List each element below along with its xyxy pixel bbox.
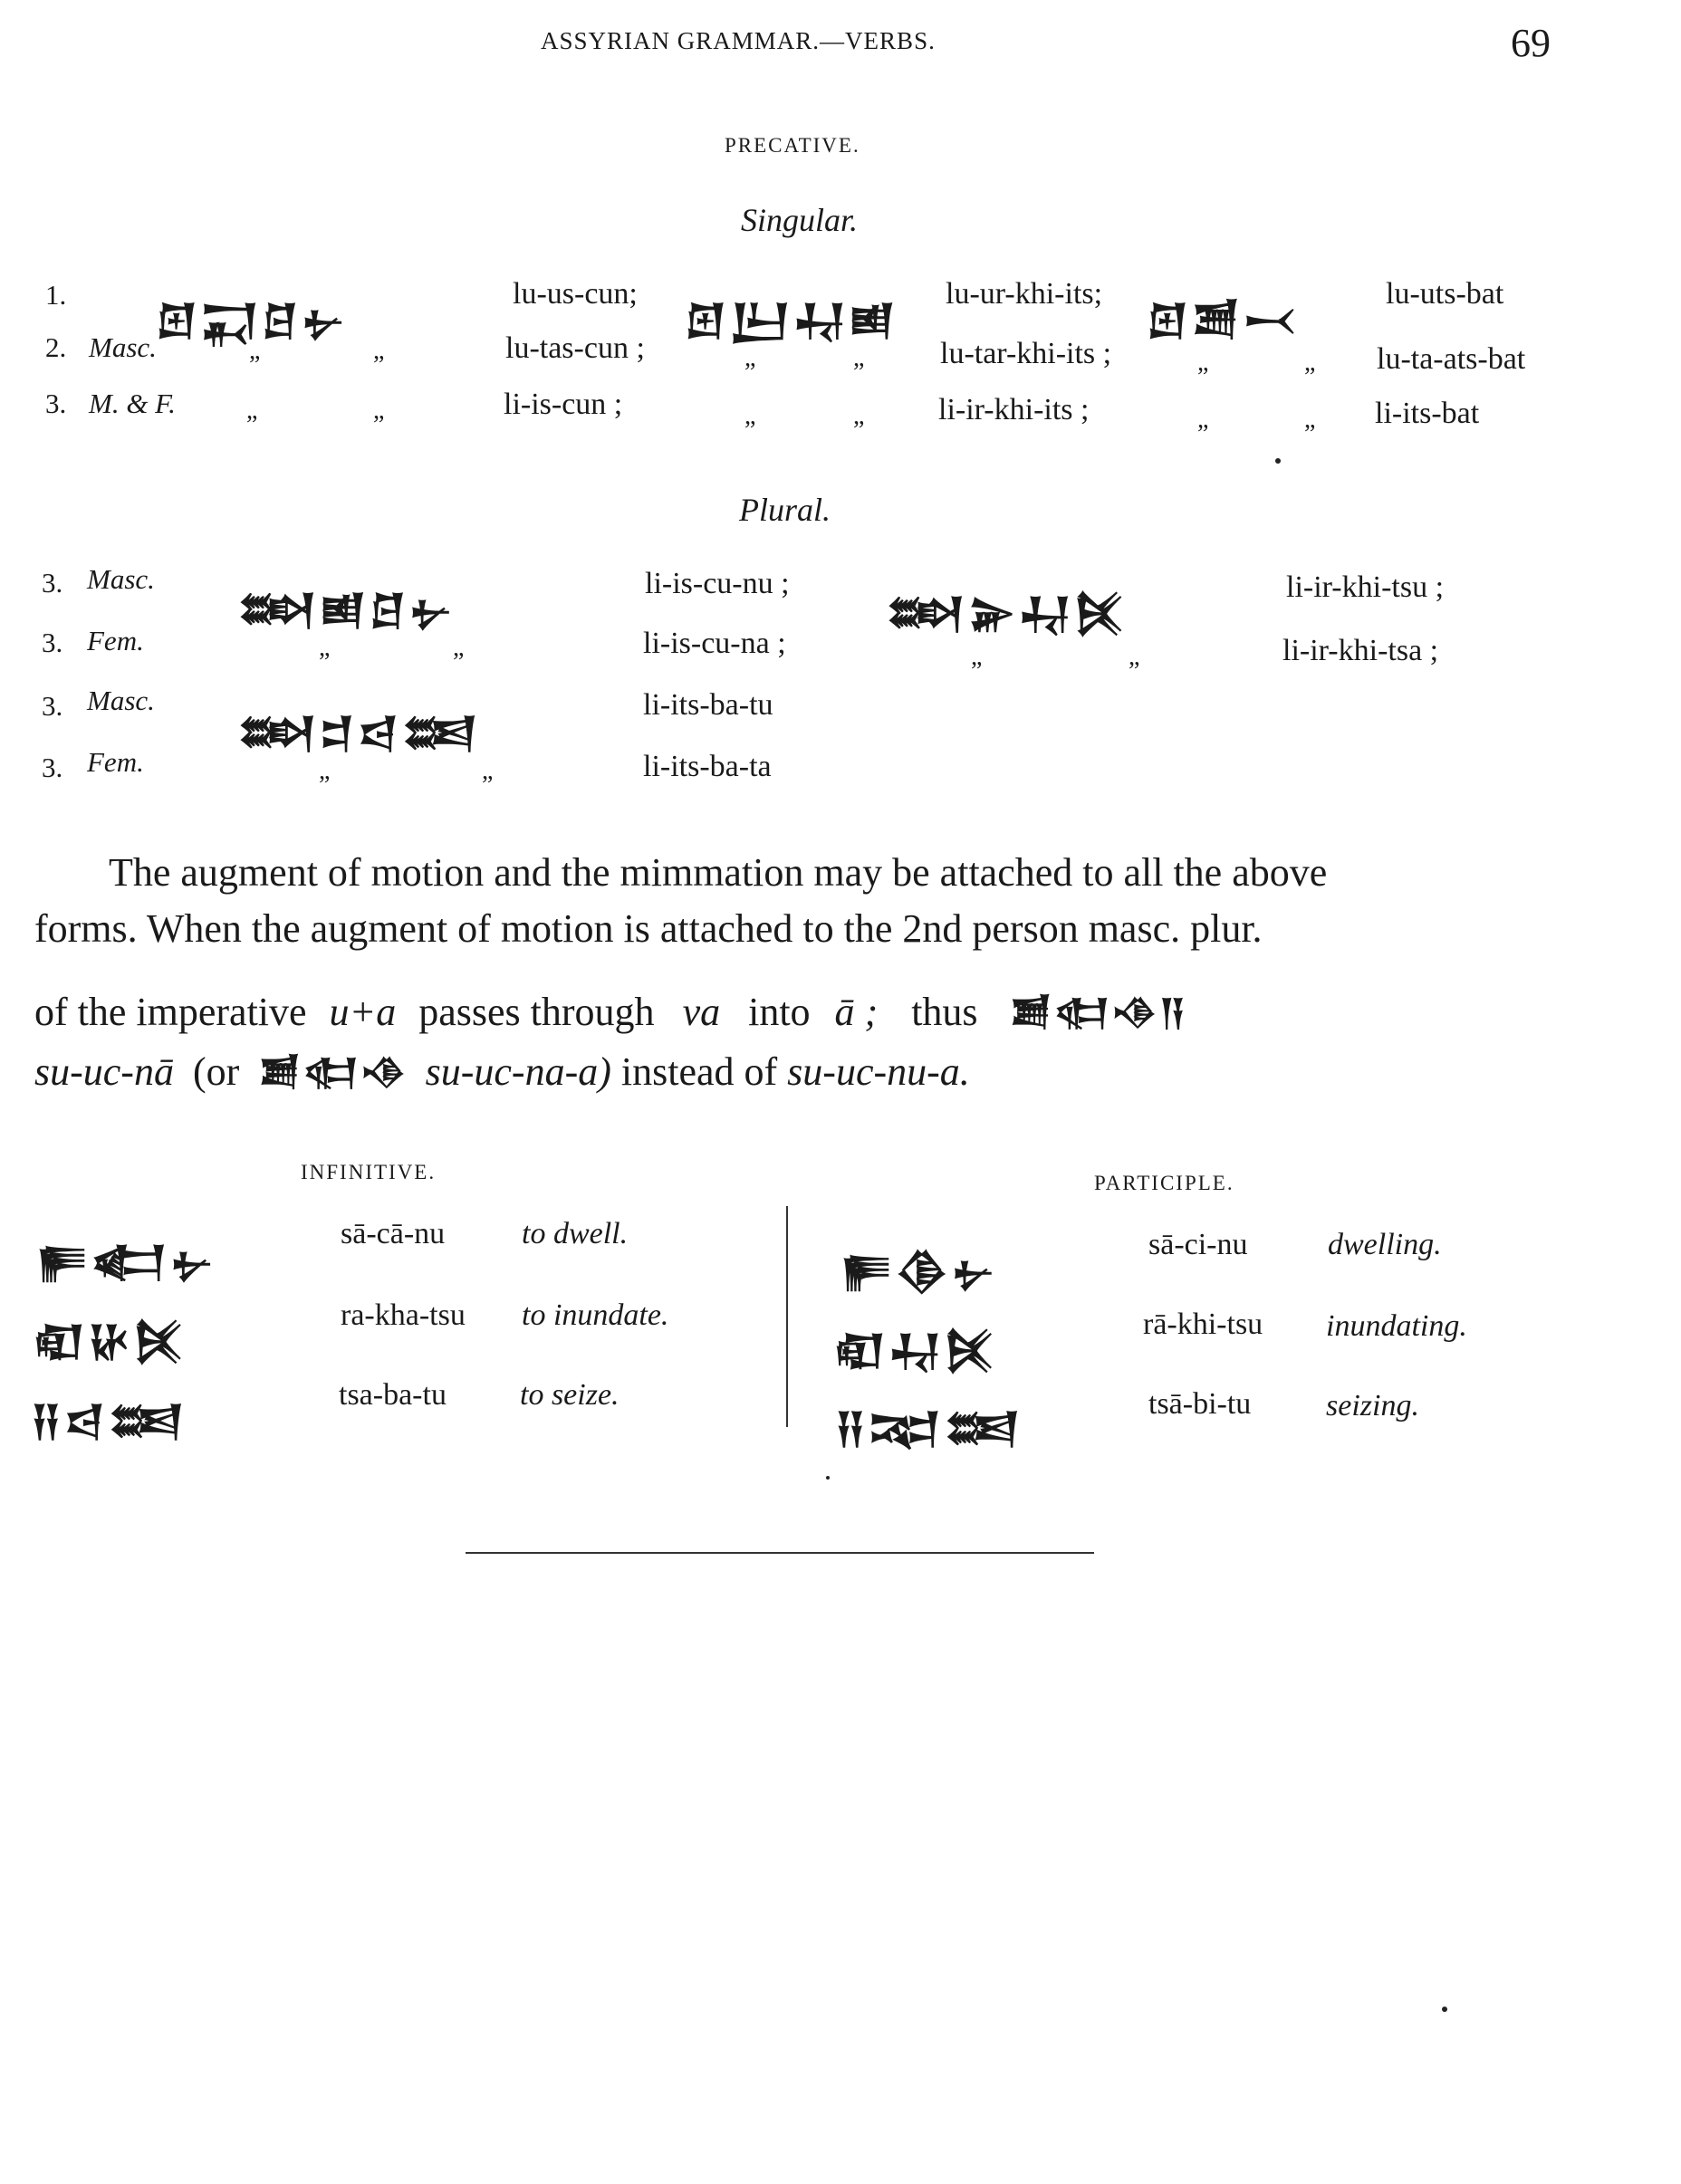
formula: u+a [329, 990, 397, 1034]
row-person: 3. [42, 690, 63, 722]
participle-translit: sā-ci-nu [1148, 1228, 1248, 1261]
paragraph-line-2: forms. When the augment of motion is attached to the 2nd person masc. plur. [34, 906, 1263, 951]
cuneiform-sign-group: 𒋢𒊕𒈾𒀀 [1009, 992, 1187, 1034]
translit-cell: li-is-cu-na ; [643, 627, 786, 660]
term-abar: ā ; [834, 990, 879, 1034]
singular-heading: Singular. [741, 202, 859, 238]
cuneiform-sign-group: 𒋢𒊕𒈾 [258, 1052, 408, 1094]
ditto-mark: „ [1197, 349, 1209, 377]
row-gender: Masc. [89, 331, 157, 363]
translit-cell: li-is-cun ; [504, 388, 623, 421]
section-rule [466, 1552, 1094, 1554]
cuneiform-sign-group: 𒇻𒍑𒆪𒉡 [156, 295, 348, 344]
infinitive-meaning: to dwell. [522, 1217, 629, 1250]
row-gender: Fem. [87, 625, 144, 656]
paragraph-text: thus [911, 990, 978, 1034]
cuneiform-sign-group: 𒇷𒅖𒆪𒉡 [237, 585, 456, 634]
ditto-mark: „ [373, 337, 385, 365]
speck [1442, 2007, 1447, 2012]
translit-cell: lu-tar-khi-its ; [940, 337, 1112, 370]
row-person: 3. [42, 627, 63, 658]
ditto-mark: „ [249, 337, 261, 365]
row-gender: Fem. [87, 746, 144, 778]
row-gender: M. & F. [89, 388, 176, 419]
paragraph-line-1: The augment of motion and the mimmation may be attached to all the above [109, 850, 1328, 895]
participle-meaning: inundating. [1326, 1309, 1467, 1343]
paragraph-line-4 [34, 1027, 970, 1110]
ditto-mark: „ [482, 757, 494, 785]
ditto-mark: „ [1304, 349, 1316, 377]
paragraph-text: of the imperative [34, 990, 307, 1034]
row-person: 3. [42, 567, 63, 599]
translit-cell: lu-ur-khi-its; [946, 277, 1103, 311]
ditto-mark: „ [453, 634, 465, 662]
ditto-mark: „ [319, 634, 331, 662]
running-header: ASSYRIAN GRAMMAR.—VERBS. [541, 27, 936, 54]
row-person: 2. [45, 331, 67, 363]
cuneiform-sign-group: 𒇷𒄑𒁀𒌅 [237, 708, 481, 757]
ditto-mark: „ [744, 344, 756, 372]
cuneiform-sign-group: 𒊓𒆠𒉡 [840, 1246, 998, 1295]
speck [1275, 458, 1281, 464]
ditto-mark: „ [1304, 406, 1316, 434]
translit-cell: lu-tas-cun ; [505, 331, 645, 365]
cuneiform-sign-group: 𒍝𒁀𒌅 [31, 1396, 187, 1445]
translit-cell: lu-uts-bat [1386, 277, 1504, 311]
participle-translit: tsā-bi-tu [1148, 1387, 1252, 1421]
row-person: 1. [45, 279, 67, 311]
cuneiform-sign-group: 𒍝𒉈𒌅 [835, 1403, 1023, 1452]
cuneiform-sign-group: 𒇻𒌨𒄷𒅖 [685, 295, 898, 344]
paragraph-text: passes through [418, 990, 655, 1034]
speck [826, 1476, 830, 1480]
row-person: 3. [45, 388, 67, 419]
participle-meaning: dwelling. [1328, 1228, 1442, 1261]
ditto-mark: „ [744, 402, 756, 430]
translit-cell: lu-ta-ats-bat [1377, 342, 1526, 376]
paragraph-text: (or [192, 1049, 240, 1094]
cuneiform-sign-group: 𒊏𒄩𒍮 [33, 1317, 187, 1365]
term-sucna: su-uc-nā [34, 1049, 174, 1094]
translit-cell: li-is-cu-nu ; [645, 567, 790, 600]
ditto-mark: „ [1197, 406, 1209, 434]
paragraph-text: into [748, 990, 811, 1034]
term-va: va [682, 990, 721, 1034]
ditto-mark: „ [1129, 643, 1140, 671]
ditto-mark: „ [971, 643, 983, 671]
cuneiform-sign-group: 𒇷𒅕𒄷𒍮 [886, 589, 1128, 637]
ditto-mark: „ [853, 402, 865, 430]
cuneiform-sign-group: 𒊏𒄷𒍮 [833, 1326, 998, 1375]
participle-translit: rā-khi-tsu [1143, 1308, 1263, 1341]
translit-cell: li-ir-khi-tsu ; [1286, 570, 1445, 604]
row-person: 3. [42, 752, 63, 783]
translit-cell: li-its-ba-ta [643, 750, 772, 783]
cuneiform-sign-group: 𒇻𒍪𒁁 [1147, 295, 1301, 344]
paragraph-text: instead of [620, 1049, 778, 1094]
infinitive-meaning: to seize. [520, 1378, 620, 1412]
infinitive-heading: INFINITIVE. [301, 1161, 437, 1183]
precative-heading: PRECATIVE. [725, 134, 860, 157]
row-gender: Masc. [87, 563, 155, 595]
participle-heading: PARTICIPLE. [1094, 1172, 1234, 1194]
page-number: 69 [1511, 21, 1551, 65]
infinitive-translit: ra-kha-tsu [341, 1298, 466, 1332]
translit-cell: lu-us-cun; [513, 277, 638, 311]
translit-cell: li-its-bat [1375, 397, 1480, 430]
plural-heading: Plural. [739, 492, 831, 528]
ditto-mark: „ [373, 397, 385, 425]
term-sucnaa: su-uc-na-a) [425, 1049, 611, 1094]
translit-cell: li-ir-khi-its ; [938, 393, 1090, 426]
term-sucnua: su-uc-nu-a. [787, 1049, 970, 1094]
infinitive-translit: tsa-ba-tu [339, 1378, 447, 1412]
infinitive-meaning: to inundate. [522, 1298, 669, 1332]
translit-cell: li-its-ba-tu [643, 688, 773, 722]
column-divider [786, 1206, 788, 1427]
ditto-mark: „ [319, 757, 331, 785]
ditto-mark: „ [853, 344, 865, 372]
translit-cell: li-ir-khi-tsa ; [1282, 634, 1439, 667]
row-gender: Masc. [87, 685, 155, 716]
ditto-mark: „ [246, 397, 258, 425]
participle-meaning: seizing. [1326, 1389, 1419, 1422]
cuneiform-sign-group: 𒊓𒅗𒉡 [36, 1237, 216, 1286]
infinitive-translit: sā-cā-nu [341, 1217, 446, 1250]
